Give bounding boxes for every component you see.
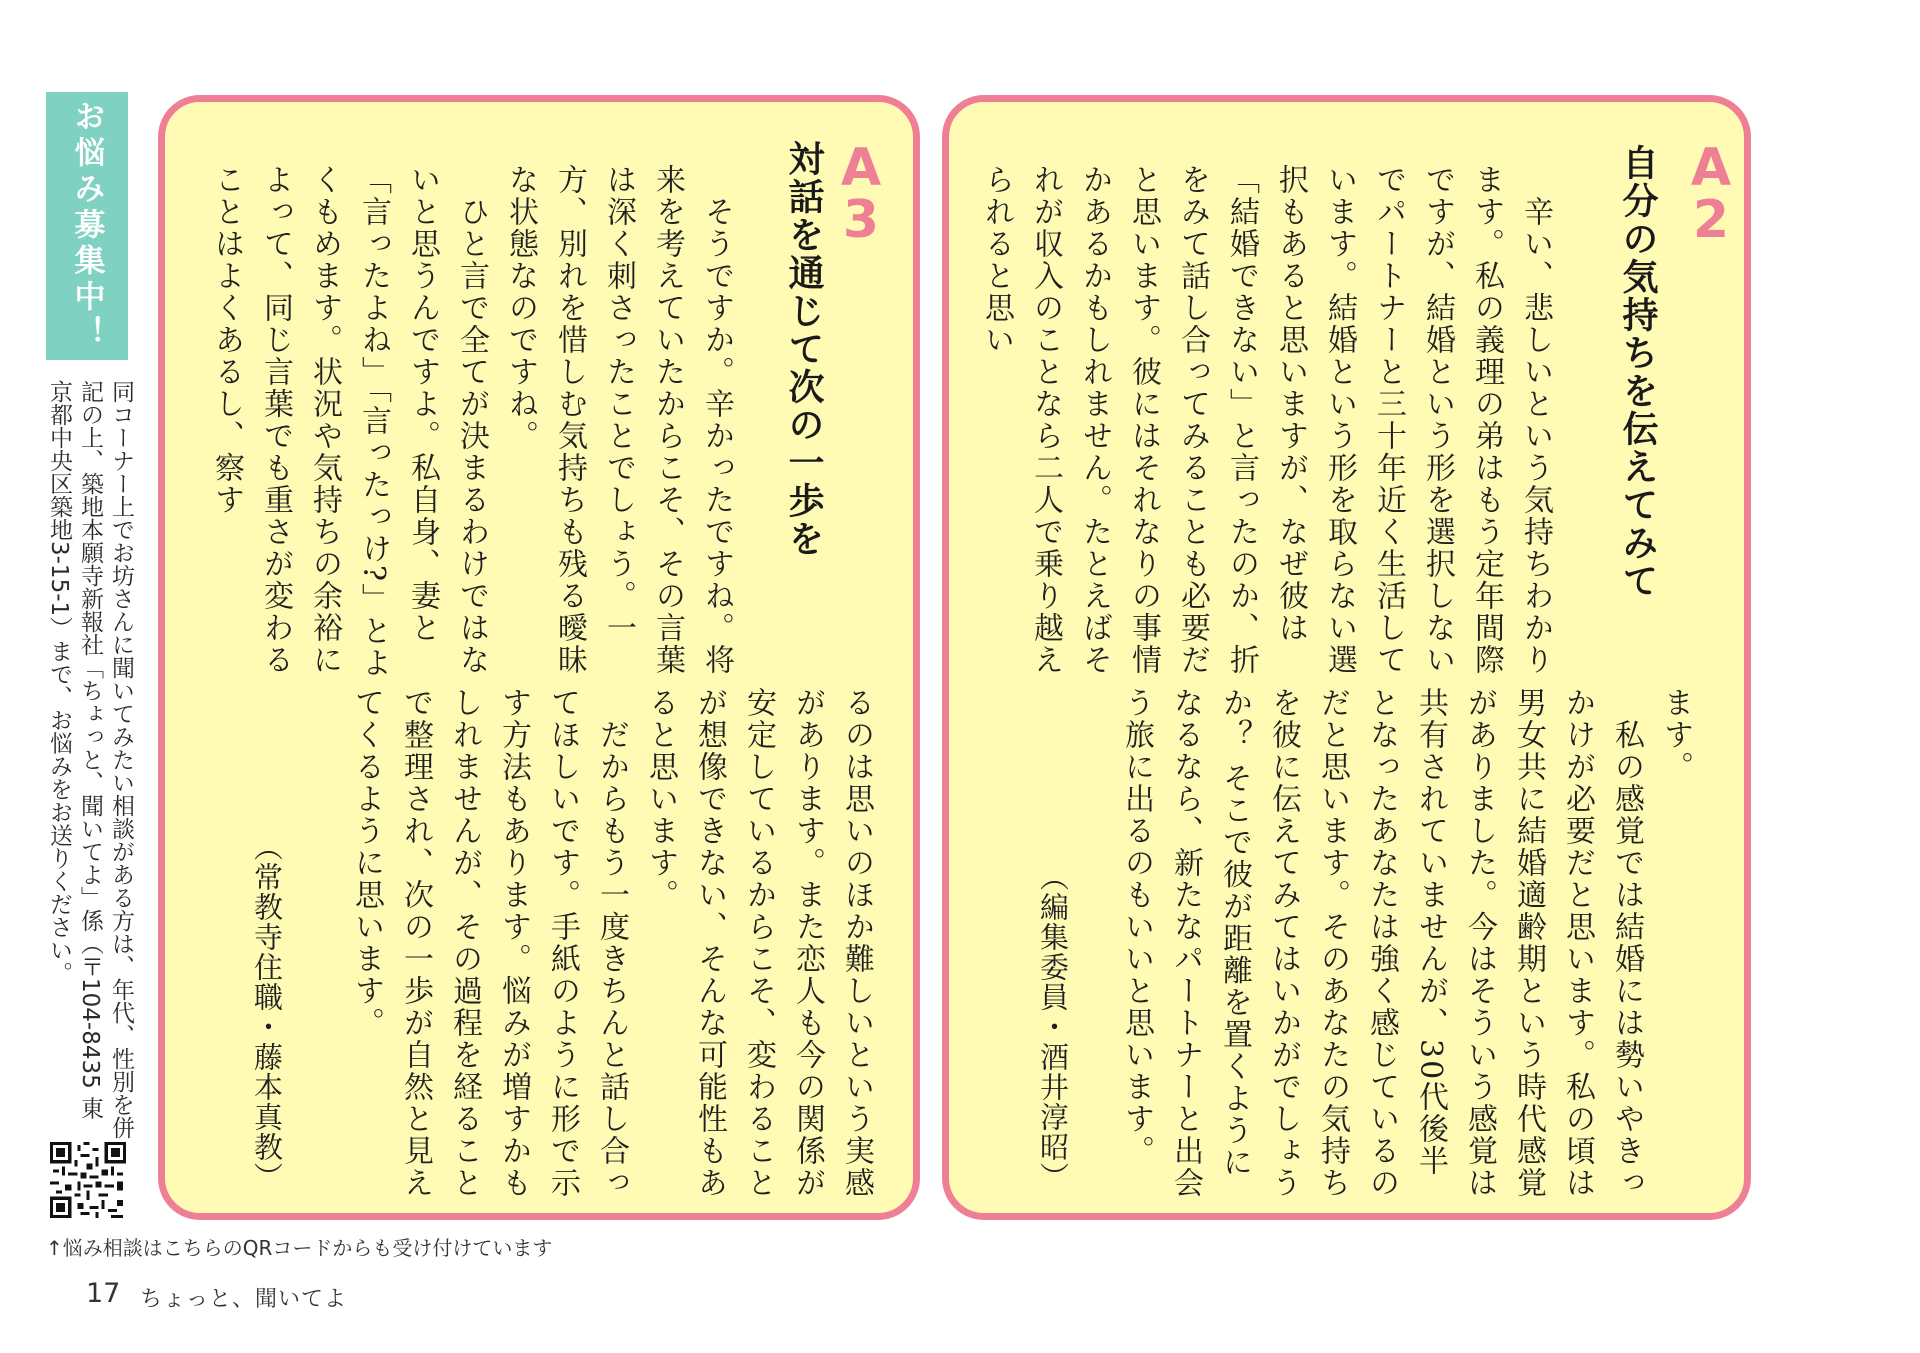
a2-label-text: A 2 (1690, 138, 1732, 250)
a2-body-bottom-text: ます。 私の感覚では結婚には勢いやきっかけが必要だと思います。私の頃は男女共に結婚適齢期という時代感覚がありました。今はそういう感覚は共有されていませんが、30代後半となったあなたは強く感じているのだと思います。そのあなたの気持ちを彼に伝えてみてはいかがでしょうか？ そこで彼が距離を置くようになるなら、新たなパートナーと出会う旅に出るのもいいと思います。 (1119, 687, 1693, 1199)
a3-heading: 対話を通じて次の一歩を (783, 140, 825, 558)
a2-body-bottom (1112, 687, 1700, 1202)
a3-label (831, 138, 891, 250)
a2-heading: 自分の気持ちを伝えてみて (1617, 144, 1659, 600)
qr-code[interactable] (50, 1142, 126, 1218)
a3-signature: （常教寺住職・藤本真教） (250, 832, 284, 1192)
a3-body-bottom-text: るのは思いのほか難しいという実感があります。また恋人も今の関係が安定しているからこそ、変わることが想像できない、そんな可能性もあると思います。 だからもう一度きちんと話し合ってほしいです。手紙のように形で示す方法もあります。悩みが増すかもしれませんが、その過程を経ることで整理され、次の一歩が自然と見えてくるように思います。 (349, 687, 874, 1199)
submission-note: 同コーナー上でお坊さんに聞いてみたい相談がある方は、年代、性別を併記の上、築地本願寺新報社「ちょっと、聞いてよ」係（〒104-8435 東京都中央区築地3-15-1）まで、お悩みをお送りください。 (46, 380, 134, 1139)
recruitment-badge-text: お悩み募集中！ (68, 100, 105, 352)
a2-label (1681, 138, 1741, 250)
page-number: 17 (86, 1278, 121, 1309)
a3-body-bottom (342, 687, 881, 1202)
page-title: ちょっと、聞いてよ (140, 1287, 348, 1312)
qr-caption: ↑悩み相談はこちらのQRコードからも受け付けています (46, 1236, 553, 1260)
a2-body-top-text: 辛い、悲しいという気持ちわかります。私の義理の弟はもう定年間際ですが、結婚という形を選択しないでパートナーと三十年近く生活しています。結婚という形を取らない選択もあると思いますが、なぜ彼は「結婚できない」と言ったのか、折をみて話し合ってみることも必要だと思います。彼にはそれなりの事情かあるかもしれません。たとえばそれが収入のことなら二人で乗り越えられると思い (979, 164, 1553, 676)
answer-a2-panel (942, 95, 1751, 1220)
recruitment-badge (46, 92, 128, 360)
a3-body-top-text: そうですか。辛かったですね。将来を考えていたからこそ、その言葉は深く刺さったことでしょう。一方、別れを惜しむ気持ちも残る曖昧な状態なのですね。 ひと言で全てが決まるわけではないと思うんですよ。私自身、妻と「言ったよね」「言ったっけ?」とよくもめます。状況や気持ちの余裕によって、同じ言葉でも重さが変わることはよくあるし、察す (209, 164, 734, 680)
answer-a3-panel (158, 95, 920, 1220)
a3-body-top (202, 164, 741, 684)
a2-signature: （編集委員・酒井淳昭） (1036, 862, 1070, 1192)
a2-body-top (972, 164, 1560, 684)
a3-label-text: A 3 (840, 138, 882, 250)
